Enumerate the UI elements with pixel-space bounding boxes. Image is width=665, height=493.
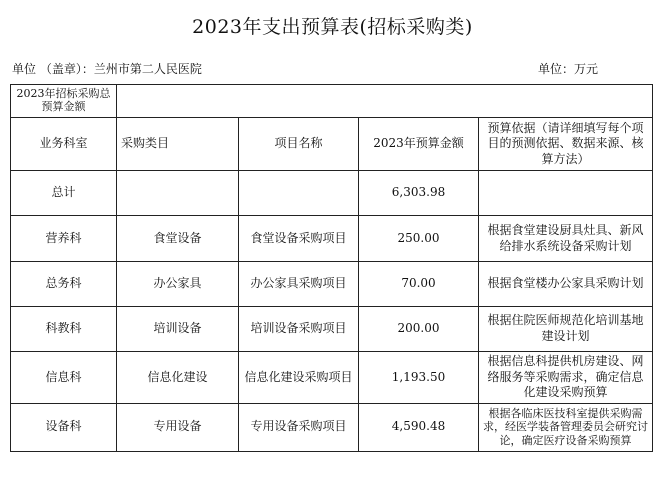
row-dept: 信息科 xyxy=(11,352,117,404)
row-category: 食堂设备 xyxy=(117,216,239,262)
row-basis: 根据食堂建设厨具灶具、新风给排水系统设备采购计划 xyxy=(479,216,653,262)
header-basis: 预算依据（请详细填写每个项目的预测依据、数据来源、核算方法） xyxy=(479,118,653,171)
total-budget-row xyxy=(11,85,653,118)
table-row xyxy=(11,216,653,262)
summary-basis xyxy=(479,171,653,216)
row-category: 专用设备 xyxy=(117,403,239,451)
row-basis: 根据信息科提供机房建设、网络服务等采购需求，确定信息化建设采购预算 xyxy=(479,352,653,404)
row-category: 培训设备 xyxy=(117,307,239,352)
row-basis: 根据住院医师规范化培训基地建设计划 xyxy=(479,307,653,352)
header-amount: 2023年预算金额 xyxy=(359,118,479,171)
row-amount: 70.00 xyxy=(359,262,479,307)
table-row xyxy=(11,262,653,307)
budget-table xyxy=(10,84,653,452)
currency-unit-label: 单位：万元 xyxy=(538,62,599,76)
summary-row xyxy=(11,171,653,216)
header-row xyxy=(11,118,653,171)
row-project: 信息化建设采购项目 xyxy=(239,352,359,404)
row-project: 培训设备采购项目 xyxy=(239,307,359,352)
summary-amount: 6,303.98 xyxy=(359,171,479,216)
row-amount: 250.00 xyxy=(359,216,479,262)
row-dept: 营养科 xyxy=(11,216,117,262)
summary-category xyxy=(117,171,239,216)
unit-label: 单位 （盖章）：兰州市第二人民医院 xyxy=(12,62,202,76)
row-basis: 根据各临床医技科室提供采购需求，经医学装备管理委员会研究讨论，确定医疗设备采购预算 xyxy=(479,403,653,451)
row-amount: 4,590.48 xyxy=(359,403,479,451)
row-amount: 200.00 xyxy=(359,307,479,352)
row-project: 专用设备采购项目 xyxy=(239,403,359,451)
row-project: 食堂设备采购项目 xyxy=(239,216,359,262)
row-amount: 1,193.50 xyxy=(359,352,479,404)
row-dept: 总务科 xyxy=(11,262,117,307)
row-category: 信息化建设 xyxy=(117,352,239,404)
row-dept: 设备科 xyxy=(11,403,117,451)
row-category: 办公家具 xyxy=(117,262,239,307)
row-basis: 根据食堂楼办公家具采购计划 xyxy=(479,262,653,307)
table-row xyxy=(11,352,653,404)
total-budget-label: 2023年招标采购总预算金额 xyxy=(11,85,117,118)
table-row xyxy=(11,307,653,352)
row-dept: 科教科 xyxy=(11,307,117,352)
total-budget-value xyxy=(117,85,653,118)
header-category: 采购类目 xyxy=(117,118,239,171)
header-dept: 业务科室 xyxy=(11,118,117,171)
summary-project xyxy=(239,171,359,216)
page-title: 2023年支出预算表(招标采购类) xyxy=(192,16,473,38)
table-row xyxy=(11,403,653,451)
summary-label: 总计 xyxy=(11,171,117,216)
row-project: 办公家具采购项目 xyxy=(239,262,359,307)
header-project: 项目名称 xyxy=(239,118,359,171)
